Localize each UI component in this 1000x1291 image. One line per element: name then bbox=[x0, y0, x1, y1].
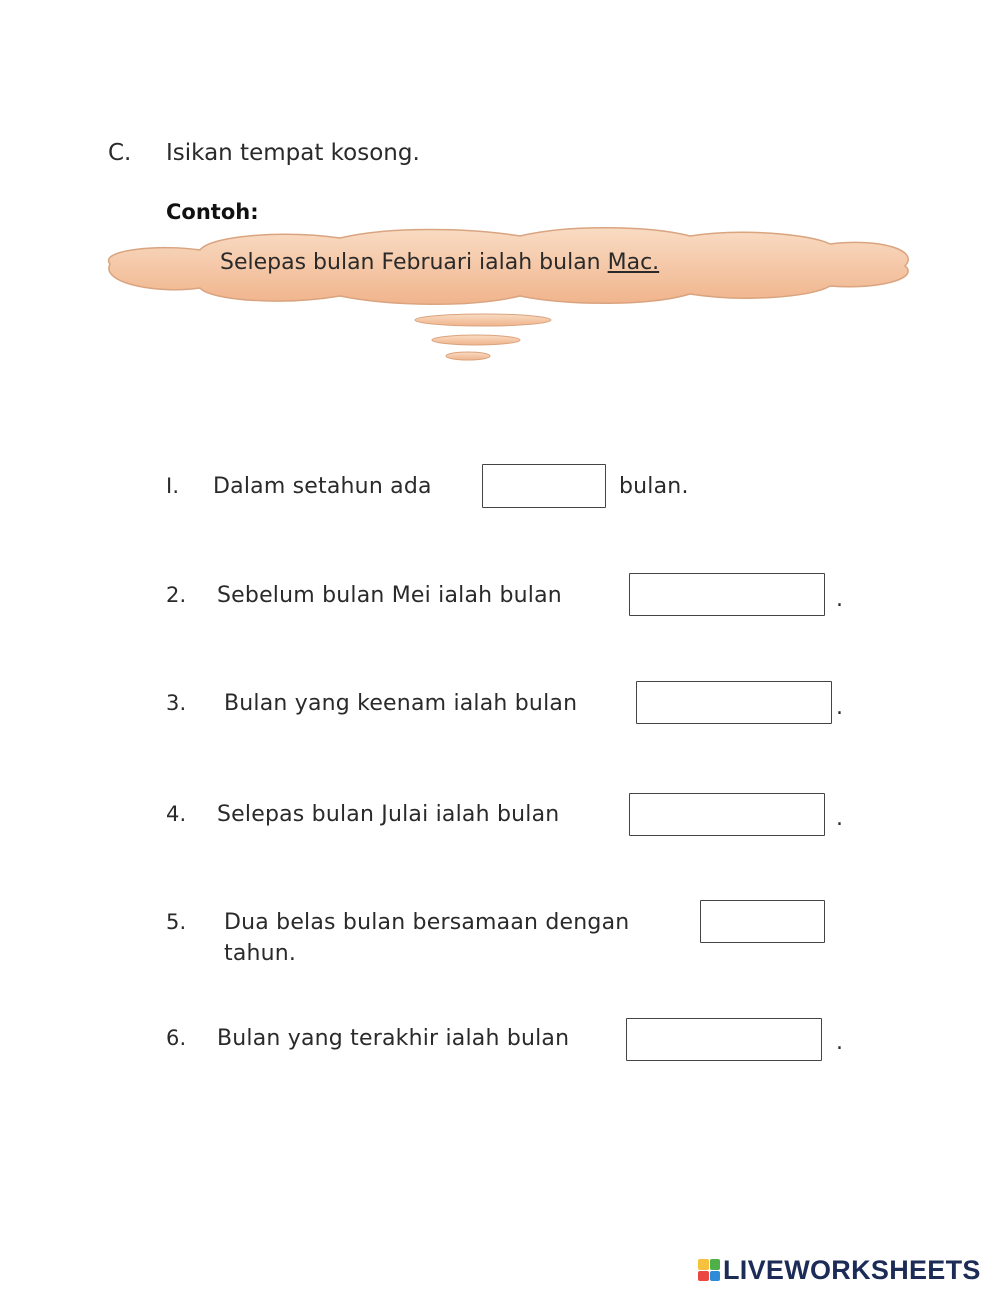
example-title: Contoh: bbox=[166, 200, 259, 224]
example-answer: Mac. bbox=[607, 250, 660, 275]
question-text: Dua belas bulan bersamaan dengan bbox=[224, 910, 630, 935]
section-instruction: Isikan tempat kosong. bbox=[166, 140, 420, 166]
logo-tile bbox=[698, 1271, 709, 1282]
question-number: 5. bbox=[166, 910, 187, 934]
question-text-after: . bbox=[836, 806, 844, 831]
logo-tile bbox=[698, 1259, 709, 1270]
question-text: Sebelum bulan Mei ialah bulan bbox=[217, 583, 562, 608]
example-sentence bbox=[220, 250, 659, 275]
question-text: Bulan yang keenam ialah bulan bbox=[224, 691, 578, 716]
answer-box-5[interactable] bbox=[700, 900, 825, 943]
example-sentence-text: Selepas bulan Februari ialah bulan bbox=[220, 250, 608, 275]
question-number: 6. bbox=[166, 1026, 187, 1050]
logo-tile bbox=[710, 1271, 721, 1282]
question-text-after: bulan. bbox=[619, 474, 689, 499]
question-text-continued: tahun. bbox=[224, 941, 297, 966]
answer-box-6[interactable] bbox=[626, 1018, 822, 1061]
question-number: 3. bbox=[166, 691, 187, 715]
answer-box-4[interactable] bbox=[629, 793, 825, 836]
answer-box-1[interactable] bbox=[482, 464, 606, 508]
question-number: 2. bbox=[166, 583, 187, 607]
question-text: Bulan yang terakhir ialah bulan bbox=[217, 1026, 570, 1051]
liveworksheets-logo-icon bbox=[698, 1259, 720, 1281]
answer-box-3[interactable] bbox=[636, 681, 832, 724]
question-text-after: . bbox=[836, 695, 844, 720]
example-cloud bbox=[90, 220, 920, 370]
question-text: Selepas bulan Julai ialah bulan bbox=[217, 802, 560, 827]
question-text-after: . bbox=[836, 587, 844, 612]
question-number: I. bbox=[166, 474, 180, 498]
logo-tile bbox=[710, 1259, 721, 1270]
answer-box-2[interactable] bbox=[629, 573, 825, 616]
question-text-after: . bbox=[836, 1030, 844, 1055]
section-letter: C. bbox=[108, 140, 132, 166]
question-text: Dalam setahun ada bbox=[213, 474, 432, 499]
liveworksheets-brand[interactable] bbox=[698, 1253, 981, 1287]
question-number: 4. bbox=[166, 802, 187, 826]
brand-name: LIVEWORKSHEETS bbox=[723, 1254, 981, 1285]
